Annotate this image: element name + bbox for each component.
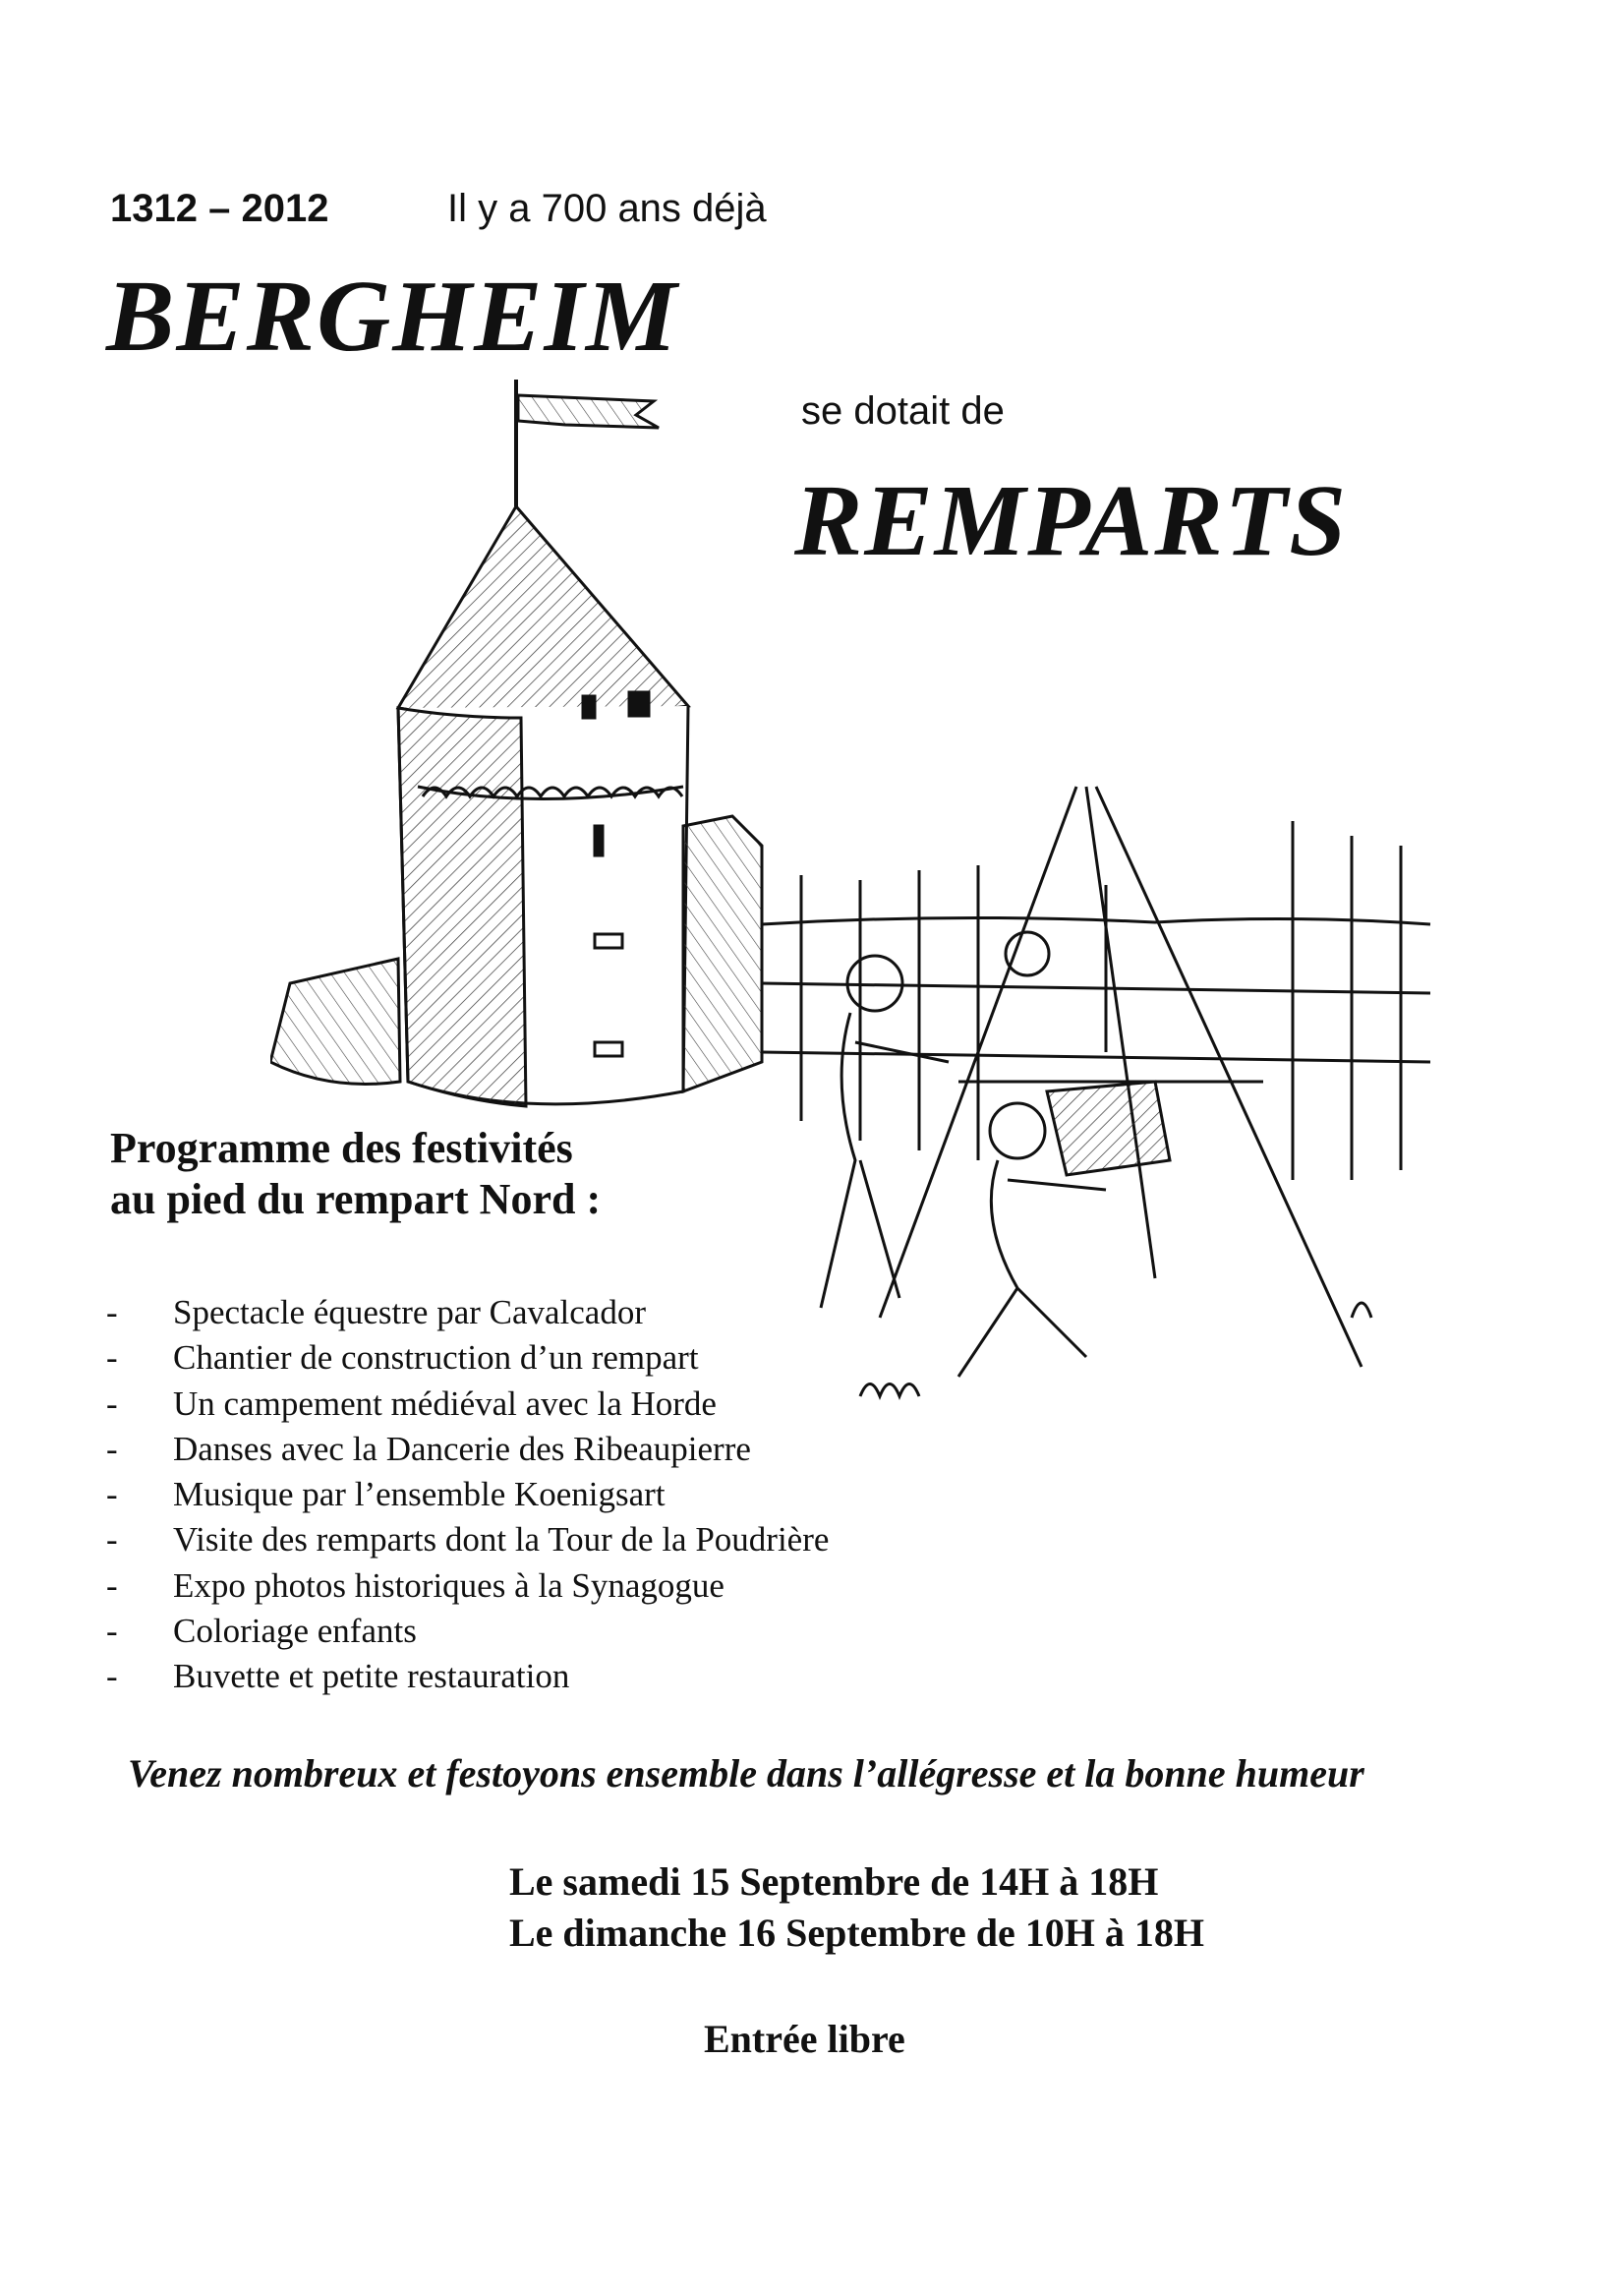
- date-saturday: Le samedi 15 Septembre de 14H à 18H: [509, 1859, 1159, 1904]
- event-label: Expo photos historiques à la Synagogue: [173, 1565, 725, 1605]
- event-label: Danses avec la Dancerie des Ribeaupierre: [173, 1429, 751, 1468]
- programme-title: [110, 1123, 601, 1225]
- list-item: [106, 1335, 829, 1381]
- entry-note: Entrée libre: [704, 2017, 905, 2061]
- list-item: [106, 1654, 829, 1699]
- list-item: [106, 1517, 829, 1562]
- list-item: [106, 1472, 829, 1517]
- event-label: Coloriage enfants: [173, 1612, 417, 1651]
- verb-phrase: se dotait de: [801, 389, 1005, 433]
- programme-title-line1: Programme des festivités: [110, 1124, 573, 1172]
- bullet: -: [106, 1520, 118, 1560]
- slogan: Venez nombreux et festoyons ensemble dans l’allégresse et la bonne humeur: [128, 1751, 1364, 1796]
- bullet: -: [106, 1429, 118, 1468]
- event-label: Musique par l’ensemble Koenigsart: [173, 1475, 666, 1514]
- events-list: [106, 1290, 829, 1700]
- ramparts-title: REMPARTS: [794, 464, 1349, 577]
- date-sunday: Le dimanche 16 Septembre de 10H à 18H: [509, 1911, 1205, 1955]
- event-label: Spectacle équestre par Cavalcador: [173, 1293, 646, 1331]
- list-item: [106, 1382, 829, 1427]
- event-label: Un campement médiéval avec la Horde: [173, 1383, 717, 1423]
- list-item: [106, 1290, 829, 1335]
- bullet: -: [106, 1293, 118, 1331]
- programme-title-line2: au pied du rempart Nord :: [110, 1175, 602, 1223]
- town-title: BERGHEIM: [106, 260, 679, 373]
- bullet: -: [106, 1657, 118, 1696]
- bullet: -: [106, 1338, 118, 1378]
- bullet: -: [106, 1475, 118, 1514]
- years-range: 1312 – 2012: [110, 187, 329, 230]
- list-item: [106, 1563, 829, 1609]
- event-label: Buvette et petite restauration: [173, 1657, 570, 1696]
- anniversary-subtitle: Il y a 700 ans déjà: [447, 187, 767, 230]
- bullet: -: [106, 1612, 118, 1651]
- list-item: [106, 1609, 829, 1654]
- bullet: -: [106, 1383, 118, 1423]
- event-label: Visite des remparts dont la Tour de la Poudrière: [173, 1520, 830, 1560]
- event-label: Chantier de construction d’un rempart: [173, 1338, 699, 1378]
- list-item: [106, 1427, 829, 1472]
- event-dates: [509, 1856, 1204, 1959]
- bullet: -: [106, 1565, 118, 1605]
